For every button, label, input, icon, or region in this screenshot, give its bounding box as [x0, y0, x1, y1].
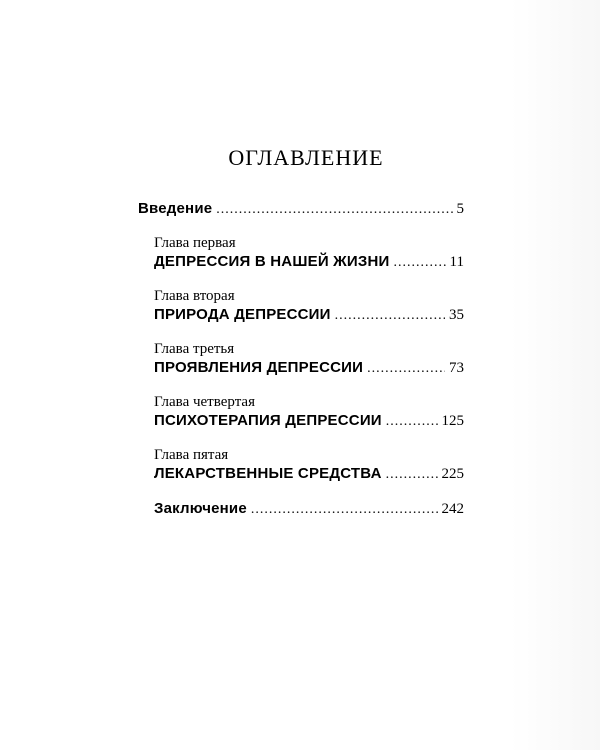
toc-line-conclusion: [138, 499, 464, 520]
dot-leader: [386, 412, 438, 432]
toc-entry-label: Заключение: [154, 500, 247, 517]
toc-title: ОГЛАВЛЕНИЕ: [228, 145, 384, 170]
chapter-title: ЛЕКАРСТВЕННЫЕ СРЕДСТВА: [154, 465, 382, 482]
dot-leader: [367, 359, 445, 379]
dot-leader: [386, 465, 438, 485]
toc-entry-chapter-5: [138, 446, 464, 485]
dot-leader: [216, 200, 452, 220]
chapter-kicker: Глава пятая: [154, 447, 229, 463]
toc-line-intro: [138, 199, 464, 220]
toc-entry-chapter-4: [138, 393, 464, 432]
toc-page-number: 73: [449, 360, 464, 376]
chapter-kicker: Глава вторая: [154, 288, 235, 304]
chapter-kicker: Глава третья: [154, 341, 235, 357]
toc-page-number: 125: [441, 413, 464, 429]
toc-line-chapter-3: [138, 358, 464, 379]
chapter-kicker: Глава первая: [154, 235, 236, 251]
chapter-kicker: Глава четвертая: [154, 394, 255, 410]
chapter-title: ПСИХОТЕРАПИЯ ДЕПРЕССИИ: [154, 412, 382, 429]
toc-page-number: 225: [441, 466, 464, 482]
toc-line-chapter-2: [138, 305, 464, 326]
toc-page-number: 11: [449, 254, 464, 270]
toc-entry-label: Введение: [138, 200, 213, 217]
dot-leader: [335, 306, 445, 326]
toc-entry-chapter-1: [138, 234, 464, 273]
chapter-title: ПРИРОДА ДЕПРЕССИИ: [154, 306, 331, 323]
toc-page-number: 242: [441, 501, 464, 517]
toc-line-chapter-4: [138, 411, 464, 432]
dot-leader: [394, 253, 446, 273]
toc-entry-intro: [138, 199, 464, 220]
toc-line-chapter-1: [138, 252, 464, 273]
chapter-title: ДЕПРЕССИЯ В НАШЕЙ ЖИЗНИ: [154, 253, 390, 270]
toc-entry-conclusion: [138, 499, 464, 520]
toc-entry-chapter-3: [138, 340, 464, 379]
page-edge-shadow: [510, 0, 600, 750]
toc-entry-chapter-2: [138, 287, 464, 326]
dot-leader: [251, 500, 438, 520]
toc-page-number: 35: [449, 307, 464, 323]
toc-line-chapter-5: [138, 464, 464, 485]
chapter-title: ПРОЯВЛЕНИЯ ДЕПРЕССИИ: [154, 359, 364, 376]
toc-page-number: 5: [456, 201, 464, 217]
table-of-contents: [138, 145, 464, 534]
